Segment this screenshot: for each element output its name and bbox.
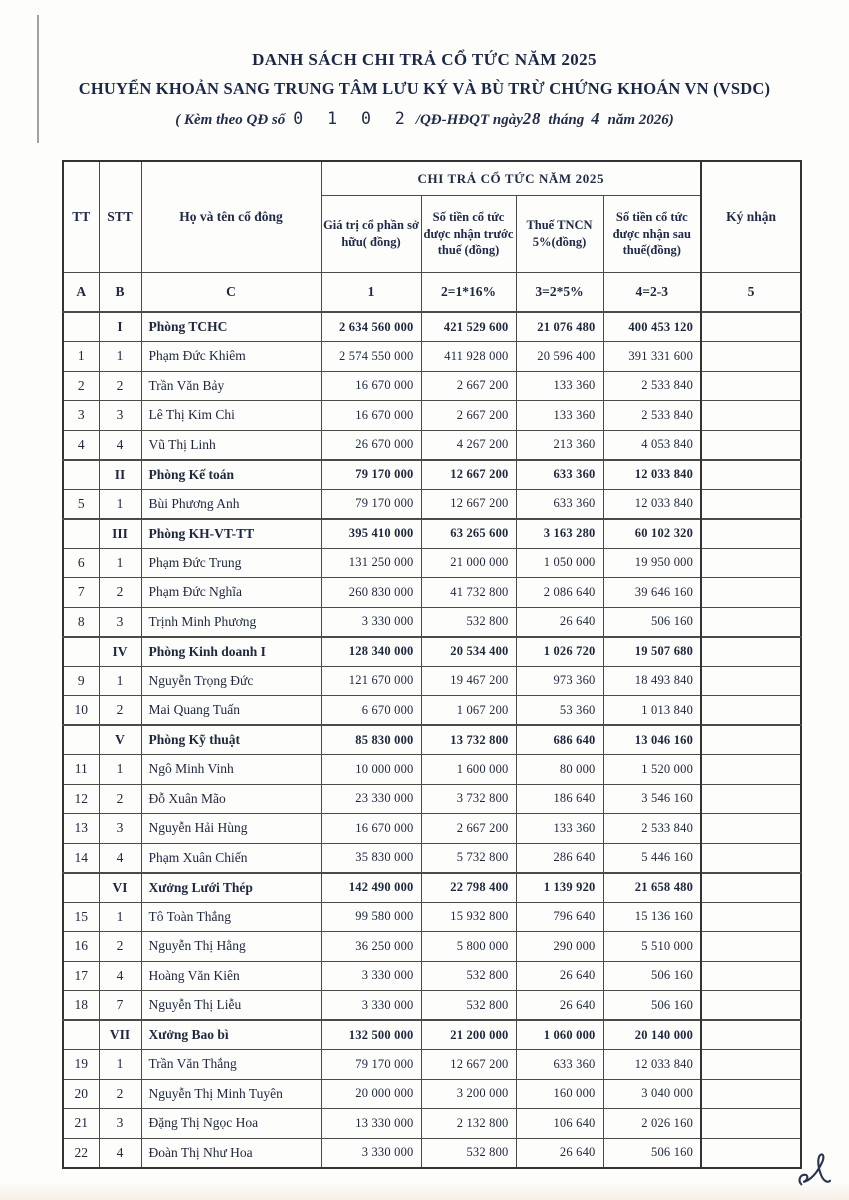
cell-tax: 186 640: [516, 784, 603, 814]
cell-tt: [63, 460, 99, 490]
table-row: [63, 460, 801, 490]
scan-artifact-bottom-band: [0, 1182, 849, 1200]
column-header-tt: TT: [63, 161, 99, 273]
cell-signature: [701, 607, 801, 637]
cell-dividend-pre-tax: 12 667 200: [421, 460, 516, 490]
cell-tt: 3: [63, 401, 99, 431]
cell-tax: 21 076 480: [516, 312, 603, 342]
cell-shareholder-name: Nguyễn Trọng Đức: [141, 666, 321, 696]
cell-share-value: 20 000 000: [321, 1079, 421, 1109]
cell-tax: 3 163 280: [516, 519, 603, 549]
cell-stt: 1: [99, 1050, 141, 1080]
cell-dividend-pre-tax: 63 265 600: [421, 519, 516, 549]
cell-signature: [701, 961, 801, 991]
cell-shareholder-name: Phòng Kỹ thuật: [141, 725, 321, 755]
cell-dividend-post-tax: 506 160: [603, 991, 701, 1021]
code-cell-2: 2=1*16%: [421, 273, 516, 313]
code-cell-b: B: [99, 273, 141, 313]
cell-share-value: 26 670 000: [321, 430, 421, 460]
cell-dividend-pre-tax: 13 732 800: [421, 725, 516, 755]
cell-tt: 14: [63, 843, 99, 873]
cell-shareholder-name: Phòng Kinh doanh I: [141, 637, 321, 667]
table-row: [63, 755, 801, 785]
cell-tax: 53 360: [516, 696, 603, 726]
cell-dividend-pre-tax: 421 529 600: [421, 312, 516, 342]
cell-dividend-post-tax: 15 136 160: [603, 902, 701, 932]
cell-share-value: 16 670 000: [321, 814, 421, 844]
cell-dividend-post-tax: 506 160: [603, 607, 701, 637]
cell-signature: [701, 784, 801, 814]
table-row: [63, 666, 801, 696]
cell-tt: 17: [63, 961, 99, 991]
table-row: [63, 784, 801, 814]
cell-shareholder-name: Nguyễn Thị Hằng: [141, 932, 321, 962]
cell-tax: 1 060 000: [516, 1020, 603, 1050]
cell-dividend-post-tax: 18 493 840: [603, 666, 701, 696]
cell-share-value: 85 830 000: [321, 725, 421, 755]
cell-tax: 1 139 920: [516, 873, 603, 903]
cell-tax: 1 026 720: [516, 637, 603, 667]
cell-tt: 15: [63, 902, 99, 932]
dividend-table: [62, 160, 802, 1169]
table-row: [63, 371, 801, 401]
cell-tt: 11: [63, 755, 99, 785]
cell-dividend-pre-tax: 1 067 200: [421, 696, 516, 726]
cell-shareholder-name: Trần Văn Bảy: [141, 371, 321, 401]
cell-dividend-post-tax: 19 507 680: [603, 637, 701, 667]
table-row: [63, 1109, 801, 1139]
table-header-row-group: [63, 161, 801, 196]
cell-signature: [701, 342, 801, 372]
cell-tax: 80 000: [516, 755, 603, 785]
cell-shareholder-name: Ngô Minh Vinh: [141, 755, 321, 785]
cell-signature: [701, 755, 801, 785]
cell-stt: 3: [99, 1109, 141, 1139]
document-header: [0, 50, 849, 129]
cell-share-value: 128 340 000: [321, 637, 421, 667]
cell-dividend-post-tax: 506 160: [603, 961, 701, 991]
cell-share-value: 13 330 000: [321, 1109, 421, 1139]
cell-stt: II: [99, 460, 141, 490]
cell-tt: 1: [63, 342, 99, 372]
cell-stt: VI: [99, 873, 141, 903]
cell-stt: 1: [99, 902, 141, 932]
column-group-header-dividend-2025: CHI TRẢ CỔ TỨC NĂM 2025: [321, 161, 701, 196]
cell-signature: [701, 548, 801, 578]
cell-shareholder-name: Xưởng Lưới Thép: [141, 873, 321, 903]
column-header-tax: Thuế TNCN 5%(đồng): [516, 196, 603, 273]
cell-dividend-pre-tax: 12 667 200: [421, 489, 516, 519]
cell-shareholder-name: Bùi Phương Anh: [141, 489, 321, 519]
cell-shareholder-name: Đỗ Xuân Mão: [141, 784, 321, 814]
table-row: [63, 342, 801, 372]
cell-stt: IV: [99, 637, 141, 667]
cell-signature: [701, 666, 801, 696]
cell-tt: 5: [63, 489, 99, 519]
cell-stt: 2: [99, 1079, 141, 1109]
cell-tax: 633 360: [516, 1050, 603, 1080]
cell-share-value: 36 250 000: [321, 932, 421, 962]
cell-dividend-pre-tax: 2 667 200: [421, 401, 516, 431]
cell-signature: [701, 578, 801, 608]
cell-shareholder-name: Phạm Đức Khiêm: [141, 342, 321, 372]
cell-signature: [701, 696, 801, 726]
cell-share-value: 121 670 000: [321, 666, 421, 696]
cell-share-value: 10 000 000: [321, 755, 421, 785]
cell-dividend-post-tax: 5 446 160: [603, 843, 701, 873]
cell-shareholder-name: Phạm Đức Nghĩa: [141, 578, 321, 608]
cell-tt: 9: [63, 666, 99, 696]
table-row: [63, 814, 801, 844]
cell-stt: 2: [99, 578, 141, 608]
table-row: [63, 1079, 801, 1109]
cell-share-value: 3 330 000: [321, 607, 421, 637]
cell-dividend-post-tax: 12 033 840: [603, 489, 701, 519]
cell-stt: 2: [99, 696, 141, 726]
cell-dividend-post-tax: 1 013 840: [603, 696, 701, 726]
cell-tt: 22: [63, 1138, 99, 1168]
cell-share-value: 132 500 000: [321, 1020, 421, 1050]
cell-shareholder-name: Đặng Thị Ngọc Hoa: [141, 1109, 321, 1139]
code-cell-1: 1: [321, 273, 421, 313]
cell-tax: 796 640: [516, 902, 603, 932]
cell-dividend-pre-tax: 5 732 800: [421, 843, 516, 873]
cell-signature: [701, 1050, 801, 1080]
cell-tax: 26 640: [516, 1138, 603, 1168]
table-body: [63, 312, 801, 1168]
cell-tt: 7: [63, 578, 99, 608]
handwritten-month: 4: [591, 109, 601, 128]
cell-share-value: 79 170 000: [321, 460, 421, 490]
cell-dividend-post-tax: 2 533 840: [603, 814, 701, 844]
column-header-dividend-post-tax: Số tiền cổ tức được nhận sau thuế(đồng): [603, 196, 701, 273]
table-row: [63, 637, 801, 667]
decision-number: 0 1 0 2: [293, 109, 412, 128]
cell-tt: [63, 725, 99, 755]
cell-stt: 2: [99, 371, 141, 401]
cell-tt: 12: [63, 784, 99, 814]
cell-dividend-post-tax: 13 046 160: [603, 725, 701, 755]
column-header-sign: Ký nhận: [701, 161, 801, 273]
cell-share-value: 79 170 000: [321, 1050, 421, 1080]
column-header-dividend-pre-tax: Số tiền cổ tức được nhận trước thuế (đồng): [421, 196, 516, 273]
cell-shareholder-name: Phòng TCHC: [141, 312, 321, 342]
cell-dividend-pre-tax: 21 000 000: [421, 548, 516, 578]
cell-tax: 26 640: [516, 991, 603, 1021]
cell-dividend-post-tax: 2 533 840: [603, 371, 701, 401]
cell-signature: [701, 1109, 801, 1139]
code-cell-4: 4=2-3: [603, 273, 701, 313]
cell-dividend-post-tax: 3 546 160: [603, 784, 701, 814]
cell-tt: 2: [63, 371, 99, 401]
cell-dividend-post-tax: 39 646 160: [603, 578, 701, 608]
cell-stt: 1: [99, 342, 141, 372]
table-row: [63, 489, 801, 519]
cell-stt: 2: [99, 932, 141, 962]
table-row: [63, 607, 801, 637]
cell-dividend-post-tax: 1 520 000: [603, 755, 701, 785]
cell-share-value: 6 670 000: [321, 696, 421, 726]
cell-signature: [701, 637, 801, 667]
cell-stt: V: [99, 725, 141, 755]
cell-tt: 10: [63, 696, 99, 726]
subtitle-middle: /QĐ-HĐQT ngày: [415, 112, 523, 128]
cell-tt: [63, 873, 99, 903]
cell-dividend-pre-tax: 532 800: [421, 961, 516, 991]
cell-dividend-pre-tax: 21 200 000: [421, 1020, 516, 1050]
cell-share-value: 142 490 000: [321, 873, 421, 903]
cell-signature: [701, 430, 801, 460]
cell-dividend-pre-tax: 3 732 800: [421, 784, 516, 814]
cell-tt: [63, 312, 99, 342]
cell-dividend-pre-tax: 12 667 200: [421, 1050, 516, 1080]
table-row: [63, 1050, 801, 1080]
column-code-row: [63, 273, 801, 313]
table-row: [63, 312, 801, 342]
cell-tt: 18: [63, 991, 99, 1021]
cell-dividend-pre-tax: 3 200 000: [421, 1079, 516, 1109]
cell-dividend-pre-tax: 1 600 000: [421, 755, 516, 785]
table-row: [63, 401, 801, 431]
cell-shareholder-name: Trịnh Minh Phương: [141, 607, 321, 637]
cell-dividend-post-tax: 2 026 160: [603, 1109, 701, 1139]
cell-signature: [701, 489, 801, 519]
cell-tax: 686 640: [516, 725, 603, 755]
cell-share-value: 2 634 560 000: [321, 312, 421, 342]
cell-tax: 20 596 400: [516, 342, 603, 372]
cell-shareholder-name: Nguyễn Hải Hùng: [141, 814, 321, 844]
cell-dividend-post-tax: 3 040 000: [603, 1079, 701, 1109]
cell-share-value: 260 830 000: [321, 578, 421, 608]
handwritten-day: 28: [522, 109, 542, 128]
table-row: [63, 991, 801, 1021]
table-row: [63, 873, 801, 903]
cell-tax: 133 360: [516, 814, 603, 844]
cell-stt: 2: [99, 784, 141, 814]
document-title-line1: DANH SÁCH CHI TRẢ CỔ TỨC NĂM 2025: [252, 50, 597, 69]
cell-dividend-pre-tax: 2 667 200: [421, 371, 516, 401]
cell-shareholder-name: Nguyễn Thị Liễu: [141, 991, 321, 1021]
cell-share-value: 3 330 000: [321, 961, 421, 991]
cell-tt: 4: [63, 430, 99, 460]
cell-tax: 26 640: [516, 607, 603, 637]
cell-stt: 4: [99, 843, 141, 873]
column-header-name: Họ và tên cổ đông: [141, 161, 321, 273]
cell-tax: 973 360: [516, 666, 603, 696]
cell-dividend-post-tax: 20 140 000: [603, 1020, 701, 1050]
cell-dividend-pre-tax: 532 800: [421, 1138, 516, 1168]
cell-shareholder-name: Xưởng Bao bì: [141, 1020, 321, 1050]
cell-tt: 16: [63, 932, 99, 962]
cell-shareholder-name: Mai Quang Tuấn: [141, 696, 321, 726]
code-cell-5: 5: [701, 273, 801, 313]
column-header-stt: STT: [99, 161, 141, 273]
cell-share-value: 35 830 000: [321, 843, 421, 873]
cell-share-value: 16 670 000: [321, 401, 421, 431]
column-header-share-value: Giá trị cổ phần sở hữu( đồng): [321, 196, 421, 273]
cell-dividend-post-tax: 506 160: [603, 1138, 701, 1168]
cell-tt: 8: [63, 607, 99, 637]
cell-dividend-pre-tax: 532 800: [421, 991, 516, 1021]
cell-stt: VII: [99, 1020, 141, 1050]
cell-dividend-post-tax: 12 033 840: [603, 1050, 701, 1080]
cell-tt: 19: [63, 1050, 99, 1080]
table-row: [63, 843, 801, 873]
table-row: [63, 1138, 801, 1168]
table-row: [63, 961, 801, 991]
cell-signature: [701, 401, 801, 431]
cell-signature: [701, 873, 801, 903]
code-cell-a: A: [63, 273, 99, 313]
cell-shareholder-name: Tô Toàn Thắng: [141, 902, 321, 932]
cell-tax: 1 050 000: [516, 548, 603, 578]
cell-stt: III: [99, 519, 141, 549]
cell-share-value: 23 330 000: [321, 784, 421, 814]
cell-dividend-post-tax: 4 053 840: [603, 430, 701, 460]
cell-dividend-pre-tax: 532 800: [421, 607, 516, 637]
cell-dividend-pre-tax: 22 798 400: [421, 873, 516, 903]
cell-tax: 213 360: [516, 430, 603, 460]
cell-stt: 1: [99, 666, 141, 696]
cell-dividend-post-tax: 21 658 480: [603, 873, 701, 903]
table-row: [63, 725, 801, 755]
cell-dividend-post-tax: 400 453 120: [603, 312, 701, 342]
cell-tax: 133 360: [516, 371, 603, 401]
cell-tax: 133 360: [516, 401, 603, 431]
cell-share-value: 3 330 000: [321, 991, 421, 1021]
cell-dividend-pre-tax: 2 132 800: [421, 1109, 516, 1139]
table-row: [63, 519, 801, 549]
cell-share-value: 3 330 000: [321, 1138, 421, 1168]
cell-signature: [701, 371, 801, 401]
subtitle-suffix: năm 2026): [607, 112, 674, 128]
cell-share-value: 131 250 000: [321, 548, 421, 578]
table-row: [63, 578, 801, 608]
cell-dividend-pre-tax: 41 732 800: [421, 578, 516, 608]
cell-stt: 3: [99, 607, 141, 637]
cell-share-value: 79 170 000: [321, 489, 421, 519]
cell-tax: 633 360: [516, 489, 603, 519]
cell-tt: 13: [63, 814, 99, 844]
cell-signature: [701, 814, 801, 844]
cell-shareholder-name: Trần Văn Thắng: [141, 1050, 321, 1080]
table-row: [63, 548, 801, 578]
cell-shareholder-name: Hoàng Văn Kiên: [141, 961, 321, 991]
cell-tt: 6: [63, 548, 99, 578]
cell-stt: 1: [99, 489, 141, 519]
table-row: [63, 902, 801, 932]
cell-dividend-pre-tax: 15 932 800: [421, 902, 516, 932]
cell-shareholder-name: Phạm Đức Trung: [141, 548, 321, 578]
subtitle-prefix: ( Kèm theo QĐ số: [175, 112, 286, 128]
cell-stt: 4: [99, 961, 141, 991]
cell-tt: [63, 637, 99, 667]
cell-tt: [63, 519, 99, 549]
cell-share-value: 2 574 550 000: [321, 342, 421, 372]
code-cell-3: 3=2*5%: [516, 273, 603, 313]
table-row: [63, 430, 801, 460]
cell-stt: I: [99, 312, 141, 342]
cell-signature: [701, 1020, 801, 1050]
cell-signature: [701, 1138, 801, 1168]
cell-dividend-post-tax: 60 102 320: [603, 519, 701, 549]
cell-dividend-post-tax: 12 033 840: [603, 460, 701, 490]
cell-signature: [701, 1079, 801, 1109]
cell-share-value: 395 410 000: [321, 519, 421, 549]
cell-tt: 21: [63, 1109, 99, 1139]
cell-tax: 26 640: [516, 961, 603, 991]
cell-stt: 1: [99, 755, 141, 785]
cell-tax: 2 086 640: [516, 578, 603, 608]
cell-dividend-pre-tax: 4 267 200: [421, 430, 516, 460]
cell-signature: [701, 902, 801, 932]
cell-shareholder-name: Lê Thị Kim Chi: [141, 401, 321, 431]
cell-dividend-post-tax: 2 533 840: [603, 401, 701, 431]
cell-signature: [701, 725, 801, 755]
cell-shareholder-name: Nguyễn Thị Minh Tuyên: [141, 1079, 321, 1109]
document-title-line2: CHUYỂN KHOẢN SANG TRUNG TÂM LƯU KÝ VÀ BÙ TRỪ CHỨNG KHOÁN VN (VSDC): [78, 79, 771, 98]
cell-dividend-post-tax: 19 950 000: [603, 548, 701, 578]
cell-signature: [701, 312, 801, 342]
cell-dividend-pre-tax: 5 800 000: [421, 932, 516, 962]
cell-signature: [701, 932, 801, 962]
cell-dividend-pre-tax: 2 667 200: [421, 814, 516, 844]
cell-stt: 3: [99, 814, 141, 844]
cell-tax: 286 640: [516, 843, 603, 873]
document-subtitle: [0, 109, 849, 129]
table-row: [63, 932, 801, 962]
cell-stt: 3: [99, 401, 141, 431]
cell-signature: [701, 991, 801, 1021]
cell-dividend-pre-tax: 411 928 000: [421, 342, 516, 372]
cell-tt: 20: [63, 1079, 99, 1109]
cell-dividend-post-tax: 391 331 600: [603, 342, 701, 372]
cell-dividend-post-tax: 5 510 000: [603, 932, 701, 962]
cell-share-value: 16 670 000: [321, 371, 421, 401]
subtitle-month-label: tháng: [548, 112, 585, 128]
cell-shareholder-name: Phòng KH-VT-TT: [141, 519, 321, 549]
cell-shareholder-name: Đoàn Thị Như Hoa: [141, 1138, 321, 1168]
cell-stt: 1: [99, 548, 141, 578]
cell-shareholder-name: Vũ Thị Linh: [141, 430, 321, 460]
cell-tax: 160 000: [516, 1079, 603, 1109]
cell-stt: 7: [99, 991, 141, 1021]
table-row: [63, 696, 801, 726]
cell-dividend-pre-tax: 19 467 200: [421, 666, 516, 696]
cell-share-value: 99 580 000: [321, 902, 421, 932]
cell-shareholder-name: Phòng Kế toán: [141, 460, 321, 490]
code-cell-c: C: [141, 273, 321, 313]
cell-tax: 633 360: [516, 460, 603, 490]
cell-dividend-pre-tax: 20 534 400: [421, 637, 516, 667]
cell-stt: 4: [99, 1138, 141, 1168]
cell-shareholder-name: Phạm Xuân Chiến: [141, 843, 321, 873]
cell-tt: [63, 1020, 99, 1050]
cell-signature: [701, 519, 801, 549]
table-row: [63, 1020, 801, 1050]
cell-stt: 4: [99, 430, 141, 460]
cell-signature: [701, 460, 801, 490]
cell-signature: [701, 843, 801, 873]
cell-tax: 106 640: [516, 1109, 603, 1139]
cell-tax: 290 000: [516, 932, 603, 962]
